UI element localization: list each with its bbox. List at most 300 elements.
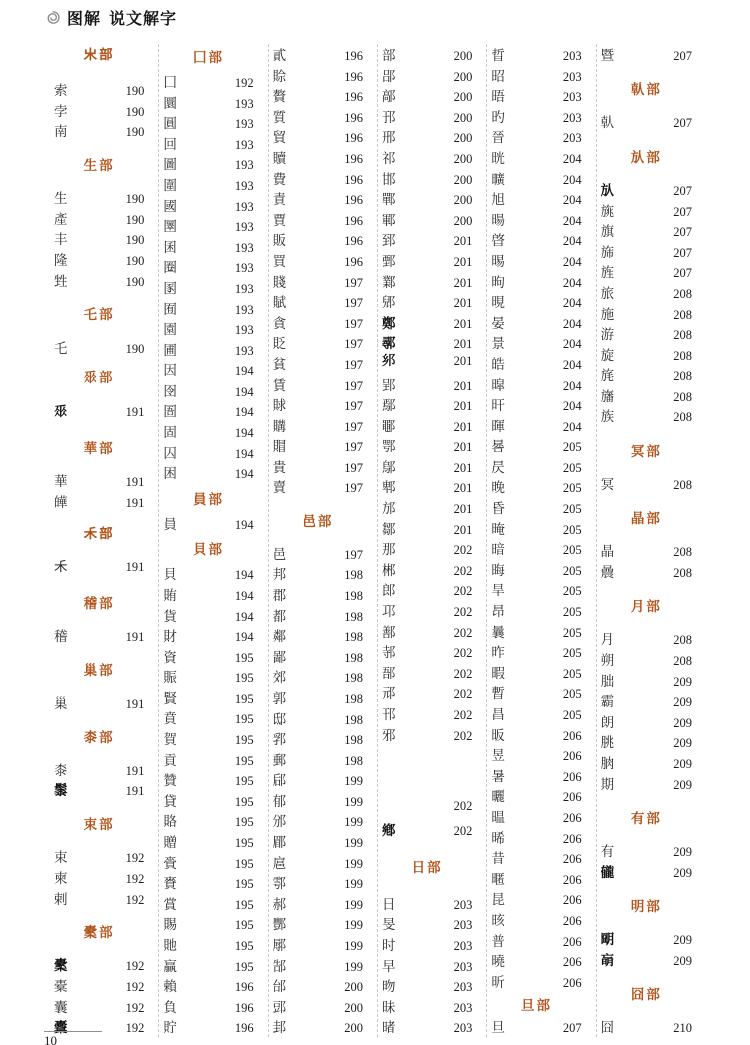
- entry-character: 邢: [382, 130, 396, 146]
- entry-page-number: 192: [125, 1021, 145, 1036]
- entry-character: 賵: [272, 439, 287, 455]
- radical-section-header: 倝部: [630, 82, 662, 98]
- index-entry: [601, 364, 692, 385]
- index-entry: [491, 930, 581, 951]
- index-entry: [491, 600, 581, 621]
- entry-page-number: 191: [125, 763, 145, 778]
- radical-section-header: 旦部: [520, 997, 552, 1013]
- entry-page-number: 206: [562, 728, 582, 743]
- entry-page-number: 191: [125, 696, 145, 711]
- entry-character: 郭: [272, 690, 287, 706]
- index-entry: [273, 934, 363, 955]
- index-entry: [273, 312, 363, 333]
- entry-character: 橐: [54, 979, 68, 995]
- entry-page-number: 206: [562, 790, 582, 805]
- index-entry: [491, 724, 581, 745]
- index-entry: [491, 538, 581, 559]
- entry-page-number: 200: [453, 90, 473, 105]
- index-entry: [54, 692, 144, 713]
- entry-character: 賈: [272, 212, 287, 228]
- entry-page-number: 209: [673, 736, 692, 751]
- entry-page-number: 193: [234, 323, 254, 338]
- entry-page-number: 198: [344, 712, 363, 727]
- index-entry: [491, 703, 581, 724]
- entry-character: 昌: [491, 707, 505, 722]
- index-entry: [491, 868, 581, 889]
- entry-character: 賜: [163, 917, 177, 933]
- entry-character: 邘: [382, 109, 396, 125]
- entry-page-number: 197: [344, 481, 363, 496]
- entry-character: 圄: [163, 404, 177, 420]
- entry-page-number: 205: [562, 563, 582, 578]
- entry-character: 䰍: [54, 783, 68, 799]
- entry-page-number: 209: [673, 695, 692, 710]
- entry-page-number: 209: [673, 715, 692, 730]
- index-entry: [163, 687, 253, 708]
- entry-character: 郈: [272, 773, 287, 789]
- index-entry: [601, 385, 692, 406]
- entry-character: 圂: [163, 280, 177, 296]
- index-entry: [54, 954, 144, 975]
- entry-character: 賑: [163, 670, 177, 686]
- index-entry: [273, 476, 363, 497]
- entry-page-number: 190: [125, 104, 145, 119]
- entry-character: 㫃: [600, 182, 615, 198]
- entry-character: 暨: [600, 48, 615, 63]
- entry-page-number: 197: [344, 337, 363, 352]
- entry-page-number: 192: [234, 75, 254, 90]
- entry-page-number: 210: [673, 1021, 692, 1036]
- entry-character: 郝: [272, 896, 287, 912]
- index-entry: [273, 728, 363, 749]
- index-entry: [491, 888, 581, 909]
- entry-character: 皓: [491, 356, 505, 372]
- entry-page-number: 200: [344, 980, 363, 995]
- entry-page-number: 208: [673, 328, 692, 343]
- index-column: [159, 44, 268, 1037]
- index-entry: [601, 628, 692, 649]
- entry-character: 鄙: [272, 649, 287, 665]
- index-entry: [163, 71, 253, 92]
- entry-character: 員: [163, 516, 177, 532]
- entry-character: 郡: [272, 587, 287, 603]
- index-entry: [491, 765, 581, 786]
- index-entry: [273, 893, 363, 914]
- entry-page-number: 194: [234, 630, 254, 645]
- entry-page-number: 196: [344, 131, 363, 146]
- entry-character: 普: [491, 933, 505, 949]
- entry-page-number: 198: [344, 671, 363, 686]
- radical-section-header: 明部: [630, 898, 662, 914]
- index-entry: [601, 731, 692, 752]
- index-entry: [382, 934, 472, 955]
- entry-character: 朙: [600, 932, 615, 948]
- index-entry: [54, 100, 144, 121]
- index-entry: [163, 513, 253, 534]
- entry-page-number: 190: [125, 233, 145, 248]
- entry-page-number: 197: [344, 357, 363, 372]
- entry-character: 晵: [491, 233, 505, 249]
- entry-character: 昆: [491, 892, 505, 908]
- index-entry: [163, 133, 253, 154]
- index-entry: [491, 353, 581, 374]
- entry-character: 櫜: [54, 1020, 68, 1036]
- index-entry: [54, 187, 144, 208]
- entry-character: 游: [600, 327, 615, 343]
- entry-page-number: 208: [673, 286, 692, 301]
- entry-character: 有: [600, 844, 615, 860]
- entry-page-number: 204: [562, 419, 582, 434]
- entry-character: 朏: [600, 673, 615, 689]
- entry-character: 曬: [491, 789, 505, 805]
- index-entry: [491, 909, 581, 930]
- entry-character: 郁: [272, 793, 287, 809]
- entry-character: 月: [600, 632, 615, 648]
- entry-character: 鄢: [382, 398, 396, 414]
- entry-page-number: 196: [344, 193, 363, 208]
- index-entry: [382, 579, 472, 600]
- entry-page-number: 197: [344, 316, 363, 331]
- entry-character: 貨: [163, 608, 177, 624]
- entry-page-number: 200: [453, 110, 473, 125]
- entry-page-number: 204: [562, 172, 582, 187]
- index-entry: [163, 195, 253, 216]
- entry-character: 賒: [272, 68, 287, 84]
- index-entry: [163, 256, 253, 277]
- entry-page-number: 207: [673, 116, 692, 131]
- entry-character: 晻: [491, 521, 505, 537]
- index-entry: [491, 250, 581, 271]
- index-entry: [382, 168, 472, 189]
- entry-character: 朓: [600, 735, 615, 751]
- entry-character: 旦: [491, 1020, 505, 1036]
- index-entry: [273, 605, 363, 626]
- entry-page-number: 203: [453, 939, 473, 953]
- entry-page-number: 202: [453, 687, 473, 702]
- entry-page-number: 208: [673, 389, 692, 404]
- entry-page-number: 203: [562, 49, 582, 63]
- entry-page-number: 202: [453, 646, 473, 661]
- entry-character: 貢: [163, 752, 177, 768]
- entry-page-number: 206: [562, 955, 582, 970]
- entry-character: 固: [163, 425, 177, 441]
- entry-page-number: 196: [234, 980, 254, 995]
- entry-page-number: 194: [234, 609, 254, 624]
- index-entry: [163, 769, 253, 790]
- entry-page-number: 201: [453, 522, 473, 537]
- entry-character: 圖: [163, 157, 177, 173]
- entry-page-number: 193: [234, 281, 254, 296]
- entry-character: 朗: [600, 714, 615, 730]
- entry-page-number: 198: [344, 733, 363, 748]
- index-entry: [54, 470, 144, 491]
- entry-character: 郅: [382, 233, 396, 249]
- entry-character: 龓: [600, 864, 615, 880]
- index-entry: [601, 711, 692, 732]
- entry-character: 曩: [491, 624, 505, 640]
- entry-character: 旐: [600, 203, 615, 219]
- entry-page-number: 207: [673, 204, 692, 219]
- index-entry: [491, 641, 581, 662]
- entry-page-number: 192: [125, 959, 145, 974]
- index-entry: [491, 291, 581, 312]
- index-entry: [273, 975, 363, 996]
- index-entry: [491, 785, 581, 806]
- index-entry: [601, 690, 692, 711]
- entry-character: 暉: [491, 418, 505, 434]
- entry-page-number: 195: [234, 856, 254, 871]
- entry-character: 晏: [491, 315, 505, 331]
- entry-page-number: 195: [234, 959, 254, 974]
- index-entry: [382, 374, 472, 395]
- entry-character: 甡: [54, 273, 68, 289]
- entry-character: 圛: [163, 219, 177, 235]
- entry-page-number: 198: [344, 588, 363, 603]
- entry-character: 晶: [600, 544, 615, 560]
- index-entry: [273, 271, 363, 292]
- index-entry: [163, 442, 253, 463]
- entry-character: 朚: [600, 952, 615, 968]
- entry-page-number: 199: [344, 897, 363, 912]
- index-entry: [382, 85, 472, 106]
- index-entry: [491, 44, 581, 65]
- index-entry: [382, 209, 472, 230]
- entry-character: 郫: [382, 480, 396, 496]
- index-entry: [382, 497, 472, 518]
- entry-page-number: 202: [453, 708, 473, 722]
- entry-page-number: 196: [344, 213, 363, 228]
- entry-page-number: 192: [125, 851, 145, 866]
- entry-character: 晚: [491, 480, 505, 496]
- entry-character: 晹: [491, 253, 505, 269]
- entry-page-number: 194: [234, 426, 254, 441]
- entry-page-number: 201: [453, 296, 473, 311]
- index-entry: [54, 228, 144, 249]
- entry-page-number: 209: [673, 757, 692, 772]
- index-entry: [601, 561, 692, 582]
- entry-character: 昨: [491, 645, 505, 661]
- entry-character: 鄗: [382, 89, 396, 105]
- entry-page-number: 194: [234, 568, 254, 583]
- radical-section-header: 邑部: [302, 513, 334, 529]
- entry-character: 邰: [272, 979, 287, 995]
- index-entry: [382, 703, 472, 724]
- entry-character: 暇: [491, 665, 505, 681]
- index-entry: [491, 621, 581, 642]
- entry-character: 𠂹: [54, 403, 68, 419]
- entry-page-number: 201: [453, 399, 473, 414]
- index-entry: [601, 179, 692, 200]
- entry-character: 資: [163, 649, 177, 665]
- index-entry: [382, 147, 472, 168]
- entry-character: 昫: [491, 274, 505, 290]
- entry-character: 旄: [600, 368, 615, 384]
- entry-character: 郜: [272, 958, 287, 974]
- entry-character: 贏: [163, 958, 177, 974]
- index-entry: [491, 85, 581, 106]
- entry-page-number: 195: [234, 650, 254, 665]
- entry-character: 㯻: [54, 958, 68, 974]
- index-entry: [163, 810, 253, 831]
- entry-character: 丰: [54, 232, 68, 248]
- entry-page-number: 206: [562, 975, 582, 990]
- index-entry: [382, 106, 472, 127]
- index-entry: [273, 374, 363, 395]
- entry-character: 費: [272, 171, 287, 187]
- entry-page-number: 190: [125, 341, 145, 356]
- entry-character: 邽: [272, 1020, 287, 1036]
- entry-character: 鄂: [382, 439, 396, 455]
- entry-character: 㬈: [491, 809, 505, 825]
- index-entry: [601, 840, 692, 861]
- entry-character: 暫: [491, 686, 505, 702]
- entry-character: 貧: [272, 356, 287, 372]
- index-entry: [491, 435, 581, 456]
- entry-page-number: 201: [453, 419, 473, 434]
- entry-character: 郳: [382, 295, 396, 311]
- index-entry: [54, 867, 144, 888]
- entry-page-number: 201: [453, 316, 473, 331]
- entry-page-number: 196: [344, 110, 363, 125]
- entry-page-number: 199: [344, 815, 363, 830]
- entry-character: 困: [163, 466, 177, 482]
- entry-character: 賴: [163, 979, 177, 995]
- entry-page-number: 205: [562, 687, 582, 702]
- entry-page-number: 195: [234, 897, 254, 912]
- entry-character: 邿: [382, 645, 396, 661]
- entry-character: 負: [163, 999, 177, 1015]
- index-entry: [382, 662, 472, 683]
- entry-character: 囿: [163, 301, 177, 317]
- entry-character: 昒: [382, 979, 396, 995]
- entry-character: 旰: [491, 398, 505, 414]
- entry-page-number: 205: [562, 460, 582, 475]
- entry-page-number: 205: [562, 584, 582, 599]
- entry-character: 昔: [491, 851, 505, 867]
- entry-page-number: 203: [562, 69, 582, 84]
- index-entry: [163, 666, 253, 687]
- entry-page-number: 209: [673, 865, 692, 880]
- entry-page-number: 199: [344, 836, 363, 851]
- index-entry: [273, 106, 363, 127]
- entry-character: 邠: [272, 814, 287, 830]
- entry-character: 鄳: [382, 418, 396, 434]
- index-entry: [273, 543, 363, 564]
- entry-character: 期: [600, 776, 615, 792]
- entry-page-number: 199: [344, 794, 363, 809]
- entry-page-number: 195: [234, 939, 254, 953]
- entry-page-number: 193: [234, 343, 254, 358]
- entry-character: 貶: [272, 336, 287, 352]
- entry-character: 囗: [163, 74, 177, 90]
- entry-page-number: 193: [234, 199, 254, 214]
- entry-page-number: 191: [125, 560, 145, 575]
- index-entry: [601, 949, 692, 970]
- entry-character: 昭: [491, 68, 505, 84]
- index-entry: [273, 831, 363, 852]
- entry-page-number: 201: [453, 460, 473, 475]
- index-entry: [601, 473, 692, 494]
- index-entry: [273, 852, 363, 873]
- entry-page-number: 195: [234, 712, 254, 727]
- entry-page-number: 197: [344, 460, 363, 475]
- entry-character: 曉: [491, 954, 505, 970]
- index-entry: [163, 318, 253, 339]
- index-entry: [491, 971, 581, 992]
- entry-page-number: 195: [234, 691, 254, 706]
- index-entry: [54, 337, 144, 358]
- entry-character: 昧: [382, 999, 396, 1015]
- entry-page-number: 190: [125, 125, 145, 140]
- index-entry: [491, 394, 581, 415]
- index-entry: [163, 359, 253, 380]
- entry-character: 圍: [163, 177, 177, 193]
- entry-character: 昏: [491, 501, 505, 517]
- entry-page-number: 197: [344, 399, 363, 414]
- index-entry: [273, 85, 363, 106]
- entry-page-number: 201: [453, 337, 473, 352]
- entry-character: 貯: [163, 1020, 177, 1036]
- entry-page-number: 193: [234, 96, 254, 111]
- index-entry: [273, 415, 363, 436]
- entry-character: 昂: [491, 604, 505, 620]
- entry-character: 𥝌: [54, 559, 68, 575]
- entry-page-number: 194: [234, 364, 254, 379]
- entry-page-number: 196: [344, 90, 363, 105]
- index-entry: [601, 282, 692, 303]
- index-entry: [491, 662, 581, 683]
- entry-character: 祁: [382, 150, 396, 166]
- index-entry: [382, 415, 472, 436]
- entry-character: 鄯: [382, 624, 396, 640]
- entry-character: 產: [54, 211, 68, 227]
- entry-page-number: 194: [234, 446, 254, 461]
- entry-page-number: 198: [344, 650, 363, 665]
- entry-page-number: 194: [234, 405, 254, 420]
- entry-page-number: 203: [562, 110, 582, 125]
- radical-section-header: 貝部: [192, 542, 224, 558]
- entry-page-number: 208: [673, 410, 692, 425]
- index-entry: [163, 298, 253, 319]
- entry-page-number: 194: [234, 588, 254, 603]
- index-entry: [601, 861, 692, 882]
- entry-character: 晐: [491, 912, 505, 928]
- index-entry: [491, 332, 581, 353]
- entry-character: 圜: [163, 95, 177, 111]
- entry-character: 賂: [163, 814, 177, 830]
- index-entry: [491, 188, 581, 209]
- entry-page-number: 207: [562, 1021, 582, 1036]
- entry-page-number: 193: [234, 240, 254, 255]
- entry-character: 賁: [163, 711, 177, 727]
- entry-character: 隆: [54, 253, 68, 269]
- index-entry: [163, 831, 253, 852]
- page-number: 10: [44, 1034, 57, 1045]
- index-entry: [163, 605, 253, 626]
- entry-page-number: 205: [562, 502, 582, 517]
- index-entry: [163, 1016, 253, 1037]
- entry-page-number: 204: [562, 254, 582, 269]
- index-entry: [54, 975, 144, 996]
- index-entry: [601, 928, 692, 949]
- radical-section-header: 巢部: [83, 662, 115, 678]
- index-entry: [163, 153, 253, 174]
- entry-page-number: 193: [234, 261, 254, 276]
- index-entry: [54, 208, 144, 229]
- entry-character: 晞: [491, 830, 505, 846]
- entry-page-number: 208: [673, 477, 692, 492]
- entry-character: 朒: [600, 756, 615, 772]
